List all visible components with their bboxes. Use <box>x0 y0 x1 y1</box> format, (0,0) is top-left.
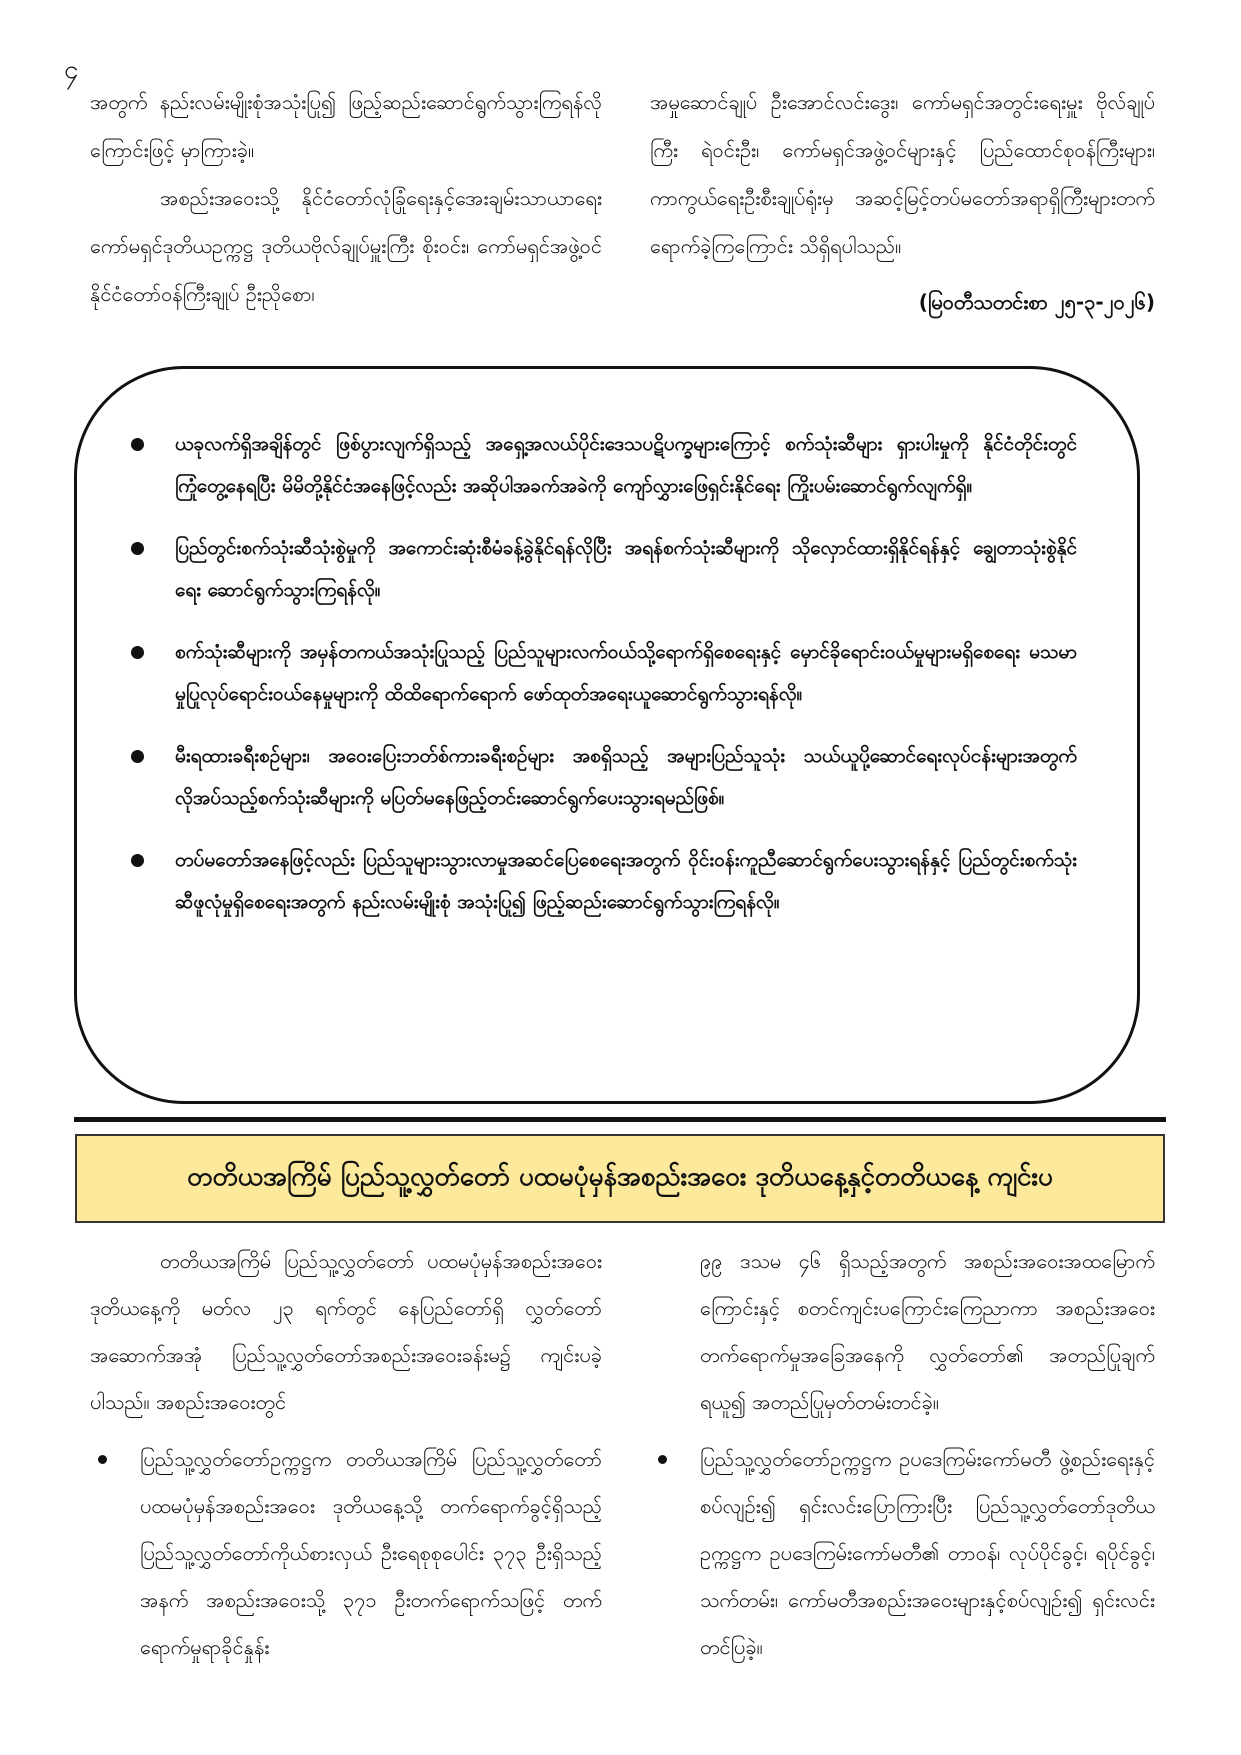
list-item <box>90 1436 602 1671</box>
list-item-text: တပ်မတော်အနေဖြင့်လည်း ပြည်သူများသွားလာမှုအဆင်ပြေစေရေးအတွက် ဝိုင်းဝန်းကူညီဆောင်ရွက်ပေးသွားရန်နှင့် ပြည်တွင်းစက်သုံးဆီဖူလုံမှုရှိစေရေးအတွက် နည်းလမ်းမျိုးစုံ အသုံးပြု၍ ဖြည့်ဆည်းဆောင်ရွက်သွားကြရန်လို။ <box>175 849 1077 913</box>
list-item <box>131 423 1077 507</box>
list-item <box>131 631 1077 715</box>
list-item-text: မီးရထားခရီးစဉ်များ၊ အဝေးပြေးဘတ်စ်ကားခရီးစဉ်များ အစရှိသည့် အများပြည်သူသုံး သယ်ယူပို့ဆောင်ရေးလုပ်ငန်းများအတွက် လိုအပ်သည့်စက်သုံးဆီများကို မပြတ်မနေဖြည့်တင်းဆောင်ရွက်ပေးသွားရမည်ဖြစ်။ <box>175 745 1077 809</box>
page-number: ၄ <box>64 55 79 85</box>
bullet-icon <box>131 438 144 451</box>
list-item-text: ပြည်တွင်းစက်သုံးဆီသုံးစွဲမှုကို အကောင်းဆုံးစီမံခန့်ခွဲနိုင်ရန်လိုပြီး အရန်စက်သုံးဆီများကို သိုလှောင်ထားရှိနိုင်ရန်နှင့် ချွေတာသုံးစွဲနိုင်ရေး ဆောင်ရွက်သွားကြရန်လို။ <box>175 537 1077 601</box>
summary-box <box>74 366 1140 1104</box>
bullet-list <box>90 1436 602 1671</box>
list-item <box>131 735 1077 819</box>
section-divider <box>74 1117 1166 1122</box>
bullet-icon <box>98 1455 107 1464</box>
top-left-column <box>90 78 602 318</box>
paragraph: အတွက် နည်းလမ်းမျိုးစုံအသုံးပြု၍ ဖြည့်ဆည်းဆောင်ရွက်သွားကြရန်လိုကြောင်းဖြင့် မှာကြားခဲ့။ <box>90 90 602 162</box>
bullet-icon <box>658 1455 667 1464</box>
section-heading: တတိယအကြိမ် ပြည်သူ့လွှတ်တော် ပထမပုံမှန်အစည်းအဝေး ဒုတိယနေ့နှင့်တတိယနေ့ ကျင်းပ <box>75 1134 1165 1223</box>
list-item <box>131 527 1077 611</box>
list-item <box>650 1436 1155 1671</box>
bullet-icon <box>131 854 144 867</box>
top-right-column <box>650 78 1155 326</box>
list-item-text: စက်သုံးဆီများကို အမှန်တကယ်အသုံးပြုသည့် ပြည်သူများလက်ဝယ်သို့ရောက်ရှိစေရေးနှင့် မှောင်ခိုရောင်းဝယ်မှုများမရှိစေရေး မသမာမှုပြုလုပ်ရောင်းဝယ်နေမှုများကို ထိထိရောက်ရောက် ဖော်ထုတ်အရေးယူဆောင်ရွက်သွားရန်လို။ <box>175 641 1077 705</box>
list-item-text: ပြည်သူ့လွှတ်တော်ဥက္ကဋ္ဌက ဥပဒေကြမ်းကော်မတီ ဖွဲ့စည်းရေးနှင့်စပ်လျဉ်း၍ ရှင်းလင်းပြောကြားပြီး ပြည်သူ့လွှတ်တော်ဒုတိယဥက္ကဋ္ဌက ဥပဒေကြမ်းကော်မတီ၏ တာဝန်၊ လုပ်ပိုင်ခွင့်၊ ရပိုင်ခွင့်၊ သက်တမ်း၊ ကော်မတီအစည်းအဝေးများနှင့်စပ်လျဉ်း၍ ရှင်းလင်းတင်ပြခဲ့။ <box>700 1447 1155 1659</box>
paragraph: ၉၉ ဒသမ ၄၆ ရှိသည့်အတွက် အစည်းအဝေးအထမြောက်ကြောင်းနှင့် စတင်ကျင်းပကြောင်းကြေညာကာ အစည်းအဝေးတက်ရောက်မှုအခြေအနေကို လွှတ်တော်၏ အတည်ပြုချက်ရယူ၍ အတည်ပြုမှတ်တမ်းတင်ခဲ့။ <box>700 1249 1155 1414</box>
list-item-text: ပြည်သူ့လွှတ်တော်ဥက္ကဋ္ဌက တတိယအကြိမ် ပြည်သူ့လွှတ်တော် ပထမပုံမှန်အစည်းအဝေး ဒုတိယနေ့သို့ တက်ရောက်ခွင့်ရှိသည့် ပြည်သူ့လွှတ်တော်ကိုယ်စားလှယ် ဦးရေစုစုပေါင်း ၃၇၃ ဦးရှိသည့်အနက် အစည်းအဝေးသို့ ၃၇၁ ဦးတက်ရောက်သဖြင့် တက်ရောက်မှုရာခိုင်နှုန်း <box>140 1447 602 1659</box>
bullet-icon <box>131 542 144 555</box>
bottom-left-column <box>90 1238 602 1671</box>
source-citation: (မြဝတီသတင်းစာ ၂၅-၃-၂၀၂၆) <box>918 290 1155 314</box>
summary-list <box>77 369 1137 923</box>
bottom-right-column <box>650 1238 1155 1671</box>
list-item <box>131 839 1077 923</box>
list-item-text: ယခုလက်ရှိအချိန်တွင် ဖြစ်ပွားလျက်ရှိသည့် အရှေ့အလယ်ပိုင်းဒေသပဋိပက္ခများကြောင့် စက်သုံးဆီများ ရှားပါးမှုကို နိုင်ငံတိုင်းတွင်ကြုံတွေ့နေရပြီး မိမိတို့နိုင်ငံအနေဖြင့်လည်း အဆိုပါအခက်အခဲကို ကျော်လွှားဖြေရှင်းနိုင်ရေး ကြိုးပမ်းဆောင်ရွက်လျက်ရှိ။ <box>175 433 1077 497</box>
bullet-icon <box>131 750 144 763</box>
bullet-icon <box>131 646 144 659</box>
bullet-list <box>650 1436 1155 1671</box>
paragraph: တတိယအကြိမ် ပြည်သူ့လွှတ်တော် ပထမပုံမှန်အစည်းအဝေး ဒုတိယနေ့ကို မတ်လ ၂၃ ရက်တွင် နေပြည်တော်ရှိ လွှတ်တော်အဆောက်အအုံ ပြည်သူ့လွှတ်တော်အစည်းအဝေးခန်းမ၌ ကျင်းပခဲ့ပါသည်။ အစည်းအဝေးတွင် <box>90 1249 602 1414</box>
paragraph: အမှုဆောင်ချုပ် ဦးအောင်လင်းဒွေး၊ ကော်မရှင်အတွင်းရေးမှူး ဗိုလ်ချုပ်ကြီး ရဲဝင်းဦး၊ ကော်မရှင်အဖွဲ့ဝင်များနှင့် ပြည်ထောင်စုဝန်ကြီးများ၊ ကာကွယ်ရေးဦးစီးချုပ်ရုံးမှ အဆင့်မြင့်တပ်မတော်အရာရှိကြီးများတက်ရောက်ခဲ့ကြကြောင်း သိရှိရပါသည်။ <box>650 90 1155 258</box>
paragraph: အစည်းအဝေးသို့ နိုင်ငံတော်လုံခြုံရေးနှင့်အေးချမ်းသာယာရေးကော်မရှင်ဒုတိယဥက္ကဋ္ဌ ဒုတိယဗိုလ်ချုပ်မှူးကြီး စိုးဝင်း၊ ကော်မရှင်အဖွဲ့ဝင် နိုင်ငံတော်ဝန်ကြီးချုပ် ဦးညိုစော၊ <box>90 186 602 306</box>
